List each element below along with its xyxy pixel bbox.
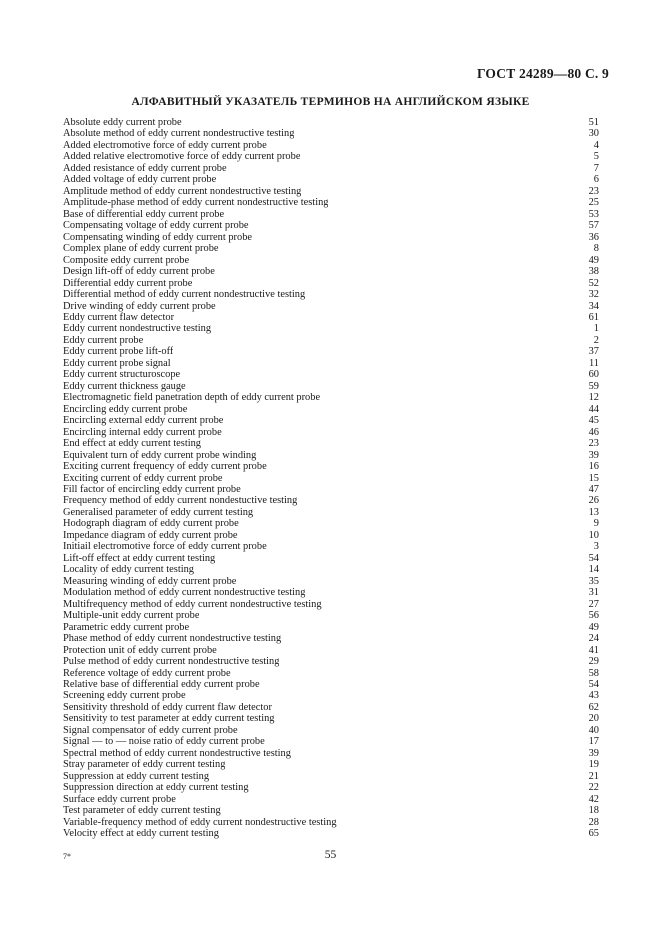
index-entry — [63, 186, 599, 197]
page-number: 55 — [324, 849, 337, 861]
entry-term: Absolute eddy current probe — [63, 117, 182, 128]
entry-term: Relative base of differential eddy current probe — [63, 678, 260, 690]
index-entry — [63, 530, 599, 541]
entry-number: 2 — [593, 334, 599, 346]
index-entry — [63, 748, 599, 759]
index-entry — [63, 541, 599, 552]
index-entry — [63, 243, 599, 254]
term-index — [63, 117, 599, 840]
entry-number: 18 — [588, 805, 599, 817]
index-entry — [63, 633, 599, 644]
entry-number: 37 — [588, 346, 599, 358]
index-entry — [63, 690, 599, 701]
index-entry — [63, 301, 599, 312]
index-entry — [63, 197, 599, 208]
entry-term: Spectral method of eddy current nondestructive testing — [63, 747, 291, 759]
entry-term: Sensitivity to test parameter at eddy current testing — [63, 713, 275, 725]
entry-term: Design lift-off of eddy current probe — [63, 266, 215, 278]
entry-number: 52 — [588, 277, 599, 289]
entry-term: Equivalent turn of eddy current probe winding — [63, 449, 257, 461]
index-entry — [63, 507, 599, 518]
entry-number: 21 — [588, 770, 599, 782]
entry-term: Eddy current probe — [63, 334, 144, 346]
index-entry — [63, 794, 599, 805]
entry-term: Multiple-unit eddy current probe — [63, 610, 200, 622]
entry-number: 61 — [588, 311, 599, 323]
index-entry — [63, 369, 599, 380]
index-entry — [63, 576, 599, 587]
entry-number: 43 — [588, 690, 599, 702]
entry-term: Drive winding of eddy current probe — [63, 300, 216, 312]
entry-number: 32 — [588, 289, 599, 301]
index-entry — [63, 255, 599, 266]
entry-term: Compensating voltage of eddy current probe — [63, 220, 249, 232]
index-entry — [63, 645, 599, 656]
entry-number: 65 — [588, 828, 599, 840]
entry-number: 42 — [588, 793, 599, 805]
entry-term: Exciting current of eddy current probe — [63, 472, 223, 484]
entry-term: Signal — to — noise ratio of eddy current probe — [63, 736, 265, 748]
index-entry — [63, 656, 599, 667]
entry-term: Locality of eddy current testing — [63, 564, 194, 576]
index-entry — [63, 381, 599, 392]
entry-number: 27 — [588, 598, 599, 610]
entry-term: Eddy current probe lift-off — [63, 346, 174, 358]
entry-number: 49 — [588, 621, 599, 633]
index-entry — [63, 518, 599, 529]
index-title: АЛФАВИТНЫЙ УКАЗАТЕЛЬ ТЕРМИНОВ НА АНГЛИЙСКОМ ЯЗЫКЕ — [131, 96, 530, 108]
index-entry — [63, 346, 599, 357]
entry-term: Composite eddy current probe — [63, 254, 190, 266]
entry-term: Suppression direction at eddy current testing — [63, 782, 249, 794]
entry-number: 1 — [593, 323, 599, 335]
entry-term: End effect at eddy current testing — [63, 438, 202, 450]
entry-term: Test parameter of eddy current testing — [63, 805, 221, 817]
entry-number: 49 — [588, 254, 599, 266]
entry-number: 6 — [593, 174, 599, 186]
entry-number: 4 — [593, 139, 599, 151]
entry-term: Base of differential eddy current probe — [63, 208, 225, 220]
entry-number: 41 — [588, 644, 599, 656]
index-entry — [63, 564, 599, 575]
index-entry — [63, 140, 599, 151]
entry-number: 35 — [588, 575, 599, 587]
entry-term: Differential eddy current probe — [63, 277, 193, 289]
document-header: ГОСТ 24289—80 С. 9 — [476, 66, 609, 81]
index-entry — [63, 220, 599, 231]
entry-term: Phase method of eddy current nondestructive testing — [63, 633, 282, 645]
entry-number: 17 — [588, 736, 599, 748]
entry-term: Generalised parameter of eddy current testing — [63, 506, 254, 518]
index-entry — [63, 725, 599, 736]
entry-number: 54 — [588, 552, 599, 564]
entry-term: Eddy current structuroscope — [63, 369, 181, 381]
index-entry — [63, 587, 599, 598]
entry-number: 8 — [593, 243, 599, 255]
footnote-mark: 7* — [63, 852, 71, 861]
index-entry — [63, 438, 599, 449]
entry-number: 25 — [588, 197, 599, 209]
entry-number: 44 — [588, 403, 599, 415]
index-entry — [63, 622, 599, 633]
entry-number: 54 — [588, 678, 599, 690]
entry-term: Variable-frequency method of eddy current nondestructive testing — [63, 816, 337, 828]
entry-term: Encircling external eddy current probe — [63, 415, 224, 427]
entry-number: 19 — [588, 759, 599, 771]
entry-number: 56 — [588, 610, 599, 622]
entry-term: Reference voltage of eddy current probe — [63, 667, 231, 679]
entry-term: Compensating winding of eddy current probe — [63, 231, 253, 243]
entry-number: 23 — [588, 438, 599, 450]
entry-number: 10 — [588, 529, 599, 541]
entry-number: 7 — [593, 162, 599, 174]
entry-term: Added relative electromotive force of eddy current probe — [63, 151, 301, 163]
entry-term: Added electromotive force of eddy current probe — [63, 139, 267, 151]
entry-term: Pulse method of eddy current nondestructive testing — [63, 656, 280, 668]
index-entry — [63, 335, 599, 346]
entry-term: Electromagnetic field panetration depth of eddy current probe — [63, 392, 321, 404]
index-entry — [63, 392, 599, 403]
entry-number: 39 — [588, 747, 599, 759]
entry-number: 39 — [588, 449, 599, 461]
entry-term: Surface eddy current probe — [63, 793, 176, 805]
entry-term: Encircling internal eddy current probe — [63, 426, 222, 438]
entry-term: Velocity effect at eddy current testing — [63, 828, 219, 840]
entry-term: Sensitivity threshold of eddy current flaw detector — [63, 701, 272, 713]
index-entry — [63, 668, 599, 679]
entry-number: 20 — [588, 713, 599, 725]
index-entry — [63, 266, 599, 277]
entry-term: Amplitude method of eddy current nondestructive testing — [63, 185, 302, 197]
index-entry — [63, 828, 599, 839]
entry-number: 23 — [588, 185, 599, 197]
entry-term: Absolute method of eddy current nondestructive testing — [63, 128, 295, 140]
index-entry — [63, 473, 599, 484]
entry-number: 11 — [588, 357, 599, 369]
index-entry — [63, 289, 599, 300]
index-entry — [63, 713, 599, 724]
index-entry — [63, 610, 599, 621]
entry-term: Differential method of eddy current nondestructive testing — [63, 289, 306, 301]
entry-term: Eddy current probe signal — [63, 357, 171, 369]
entry-term: Screening eddy current probe — [63, 690, 186, 702]
entry-term: Suppression at eddy current testing — [63, 770, 210, 782]
entry-number: 36 — [588, 231, 599, 243]
index-entry — [63, 415, 599, 426]
entry-number: 12 — [588, 392, 599, 404]
entry-number: 45 — [588, 415, 599, 427]
entry-number: 29 — [588, 656, 599, 668]
entry-number: 58 — [588, 667, 599, 679]
entry-number: 31 — [588, 587, 599, 599]
entry-number: 59 — [588, 380, 599, 392]
entry-number: 3 — [593, 541, 599, 553]
entry-number: 16 — [588, 461, 599, 473]
entry-term: Eddy current flaw detector — [63, 311, 175, 323]
index-entry — [63, 736, 599, 747]
entry-number: 62 — [588, 701, 599, 713]
entry-number: 53 — [588, 208, 599, 220]
entry-number: 24 — [588, 633, 599, 645]
entry-term: Complex plane of eddy current probe — [63, 243, 219, 255]
entry-term: Fill factor of encircling eddy current probe — [63, 484, 241, 495]
entry-number: 5 — [593, 151, 599, 163]
index-entry — [63, 427, 599, 438]
index-entry — [63, 679, 599, 690]
entry-term: Frequency method of eddy current nondestuctive testing — [63, 495, 298, 507]
entry-term: Stray parameter of eddy current testing — [63, 759, 226, 771]
entry-number: 57 — [588, 220, 599, 232]
entry-term: Signal compensator of eddy current probe — [63, 724, 238, 736]
index-entry — [63, 495, 599, 506]
entry-number: 38 — [588, 266, 599, 278]
entry-number: 30 — [588, 128, 599, 140]
entry-term: Eddy current thickness gauge — [63, 380, 186, 392]
index-entry — [63, 358, 599, 369]
entry-number: 40 — [588, 724, 599, 736]
index-entry — [63, 782, 599, 793]
entry-term: Protection unit of eddy current probe — [63, 644, 217, 656]
index-entry — [63, 461, 599, 472]
entry-number: 9 — [593, 518, 599, 530]
entry-term: Hodograph diagram of eddy current probe — [63, 518, 239, 530]
entry-term: Lift-off effect at eddy current testing — [63, 552, 216, 564]
entry-term: Modulation method of eddy current nondestructive testing — [63, 587, 306, 599]
entry-number: 51 — [588, 117, 599, 128]
entry-term: Added voltage of eddy current probe — [63, 174, 217, 186]
entry-number: 26 — [588, 495, 599, 507]
entry-number: 15 — [588, 472, 599, 484]
entry-number: 34 — [588, 300, 599, 312]
entry-term: Multifrequency method of eddy current nondestructive testing — [63, 598, 322, 610]
index-entry — [63, 450, 599, 461]
index-entry — [63, 404, 599, 415]
index-entry — [63, 553, 599, 564]
index-entry — [63, 163, 599, 174]
index-entry — [63, 174, 599, 185]
index-entry — [63, 312, 599, 323]
entry-number: 28 — [588, 816, 599, 828]
index-entry — [63, 232, 599, 243]
entry-term: Added resistance of eddy current probe — [63, 162, 227, 174]
index-entry — [63, 151, 599, 162]
index-entry — [63, 771, 599, 782]
index-entry — [63, 702, 599, 713]
index-entry — [63, 484, 599, 495]
entry-number: 60 — [588, 369, 599, 381]
entry-term: Eddy current nondestructive testing — [63, 323, 212, 335]
entry-term: Measuring winding of eddy current probe — [63, 575, 237, 587]
index-entry — [63, 805, 599, 816]
entry-number: 13 — [588, 506, 599, 518]
entry-term: Initiail electromotive force of eddy current probe — [63, 541, 267, 553]
index-entry — [63, 817, 599, 828]
entry-number: 47 — [588, 484, 599, 495]
entry-term: Parametric eddy current probe — [63, 621, 190, 633]
entry-number: 46 — [588, 426, 599, 438]
entry-term: Impedance diagram of eddy current probe — [63, 529, 238, 541]
index-entry — [63, 599, 599, 610]
entry-term: Encircling eddy current probe — [63, 403, 188, 415]
index-entry — [63, 278, 599, 289]
index-entry — [63, 759, 599, 770]
entry-term: Exciting current frequency of eddy current probe — [63, 461, 267, 473]
entry-number: 22 — [588, 782, 599, 794]
index-entry — [63, 323, 599, 334]
entry-number: 14 — [588, 564, 599, 576]
index-entry — [63, 128, 599, 139]
index-entry — [63, 209, 599, 220]
index-entry — [63, 117, 599, 128]
entry-term: Amplitude-phase method of eddy current nondestructive testing — [63, 197, 329, 209]
